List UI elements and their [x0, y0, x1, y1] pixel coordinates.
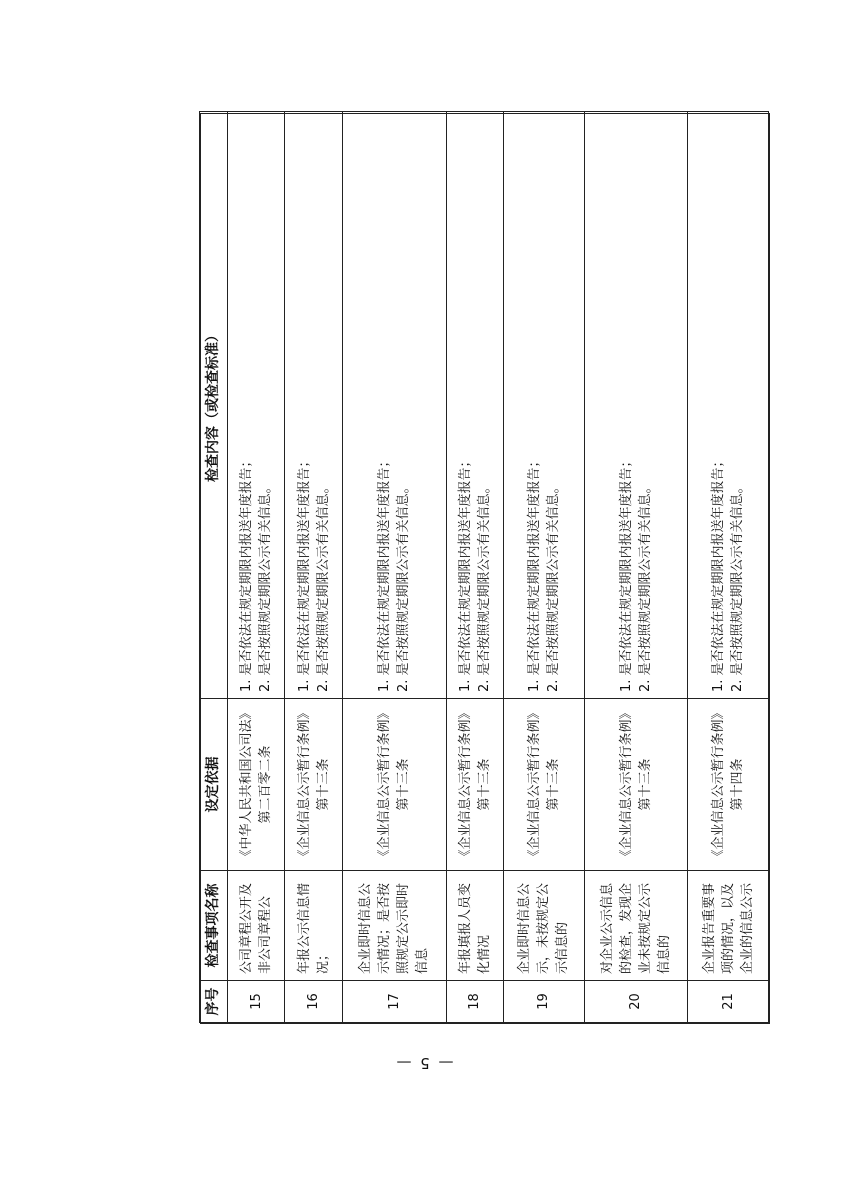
- row-legal-basis: 《企业信息公示暂行条例》第十四条: [688, 699, 769, 871]
- content-line: 2. 是否按照规定期限公示有关信息。: [396, 480, 412, 692]
- row-item-name: 企业即时信息公示情况；是否按照规定公示即时信息: [342, 871, 446, 981]
- row-number: 18: [446, 981, 503, 1023]
- content-line: 2. 是否按照规定期限公示有关信息。: [258, 480, 274, 692]
- row-number: 17: [342, 981, 446, 1023]
- inspection-table-grid: [199, 111, 769, 1023]
- header-num: 序号: [200, 981, 228, 1023]
- row-inspection-content: [446, 112, 503, 699]
- row-inspection-content: [228, 112, 285, 699]
- table-row: [285, 112, 342, 1023]
- content-line: 1. 是否依法在规定期限内报送年度报告；: [618, 454, 634, 692]
- table-row: [584, 112, 688, 1023]
- content-line: 1. 是否依法在规定期限内报送年度报告；: [296, 454, 312, 692]
- table-row: [688, 112, 769, 1023]
- row-item-name: 年报公示信息情况；: [285, 871, 342, 981]
- row-item-name: 公司章程公开及非公司章程公: [228, 871, 285, 981]
- row-legal-basis: 《企业信息公示暂行条例》第十三条: [584, 699, 688, 871]
- row-number: 21: [688, 981, 769, 1023]
- row-legal-basis: 《企业信息公示暂行条例》第十三条: [503, 699, 584, 871]
- content-line: 1. 是否依法在规定期限内报送年度报告；: [239, 454, 255, 692]
- header-content: 检查内容（或检查标准）: [200, 112, 228, 699]
- row-number: 19: [503, 981, 584, 1023]
- row-item-name: 企业报告重要事项的情况，以及企业的信息公示: [688, 871, 769, 981]
- inspection-table-body: [199, 112, 769, 1023]
- row-item-name: 年报填报人员变化情况: [446, 871, 503, 981]
- content-line: 2. 是否按照规定期限公示有关信息。: [637, 480, 653, 692]
- row-legal-basis: 《中华人民共和国公司法》第二百零二条: [228, 699, 285, 871]
- content-line: 2. 是否按照规定期限公示有关信息。: [545, 480, 561, 692]
- table-row: [446, 112, 503, 1023]
- row-inspection-content: [584, 112, 688, 699]
- content-line: 1. 是否依法在规定期限内报送年度报告；: [377, 454, 393, 692]
- row-number: 16: [285, 981, 342, 1023]
- table-header-row: [200, 112, 228, 1023]
- row-number: 20: [584, 981, 688, 1023]
- row-legal-basis: 《企业信息公示暂行条例》第十三条: [285, 699, 342, 871]
- content-line: 2. 是否按照规定期限公示有关信息。: [476, 480, 492, 692]
- content-line: 2. 是否按照规定期限公示有关信息。: [730, 480, 746, 692]
- content-line: 1. 是否依法在规定期限内报送年度报告；: [711, 454, 727, 692]
- table-row: [342, 112, 446, 1023]
- row-item-name: 企业即时信息公示，未按规定公示信息的: [503, 871, 584, 981]
- row-legal-basis: 《企业信息公示暂行条例》第十三条: [446, 699, 503, 871]
- row-inspection-content: [285, 112, 342, 699]
- row-item-name: 对企业公示信息的检查，发现企业未按规定公示信息的: [584, 871, 688, 981]
- row-inspection-content: [342, 112, 446, 699]
- header-item: 检查事项名称: [200, 871, 228, 981]
- content-line: 1. 是否依法在规定期限内报送年度报告；: [526, 454, 542, 692]
- row-inspection-content: [688, 112, 769, 699]
- content-line: 2. 是否按照规定期限公示有关信息。: [315, 480, 331, 692]
- row-legal-basis: 《企业信息公示暂行条例》第十三条: [342, 699, 446, 871]
- row-inspection-content: [503, 112, 584, 699]
- table-row: [228, 112, 285, 1023]
- row-number: 15: [228, 981, 285, 1023]
- table-row: [503, 112, 584, 1023]
- page-number: — 5 —: [394, 1054, 454, 1072]
- header-basis: 设定依据: [200, 699, 228, 871]
- content-line: 1. 是否依法在规定期限内报送年度报告；: [457, 454, 473, 692]
- inspection-table: [200, 113, 770, 1024]
